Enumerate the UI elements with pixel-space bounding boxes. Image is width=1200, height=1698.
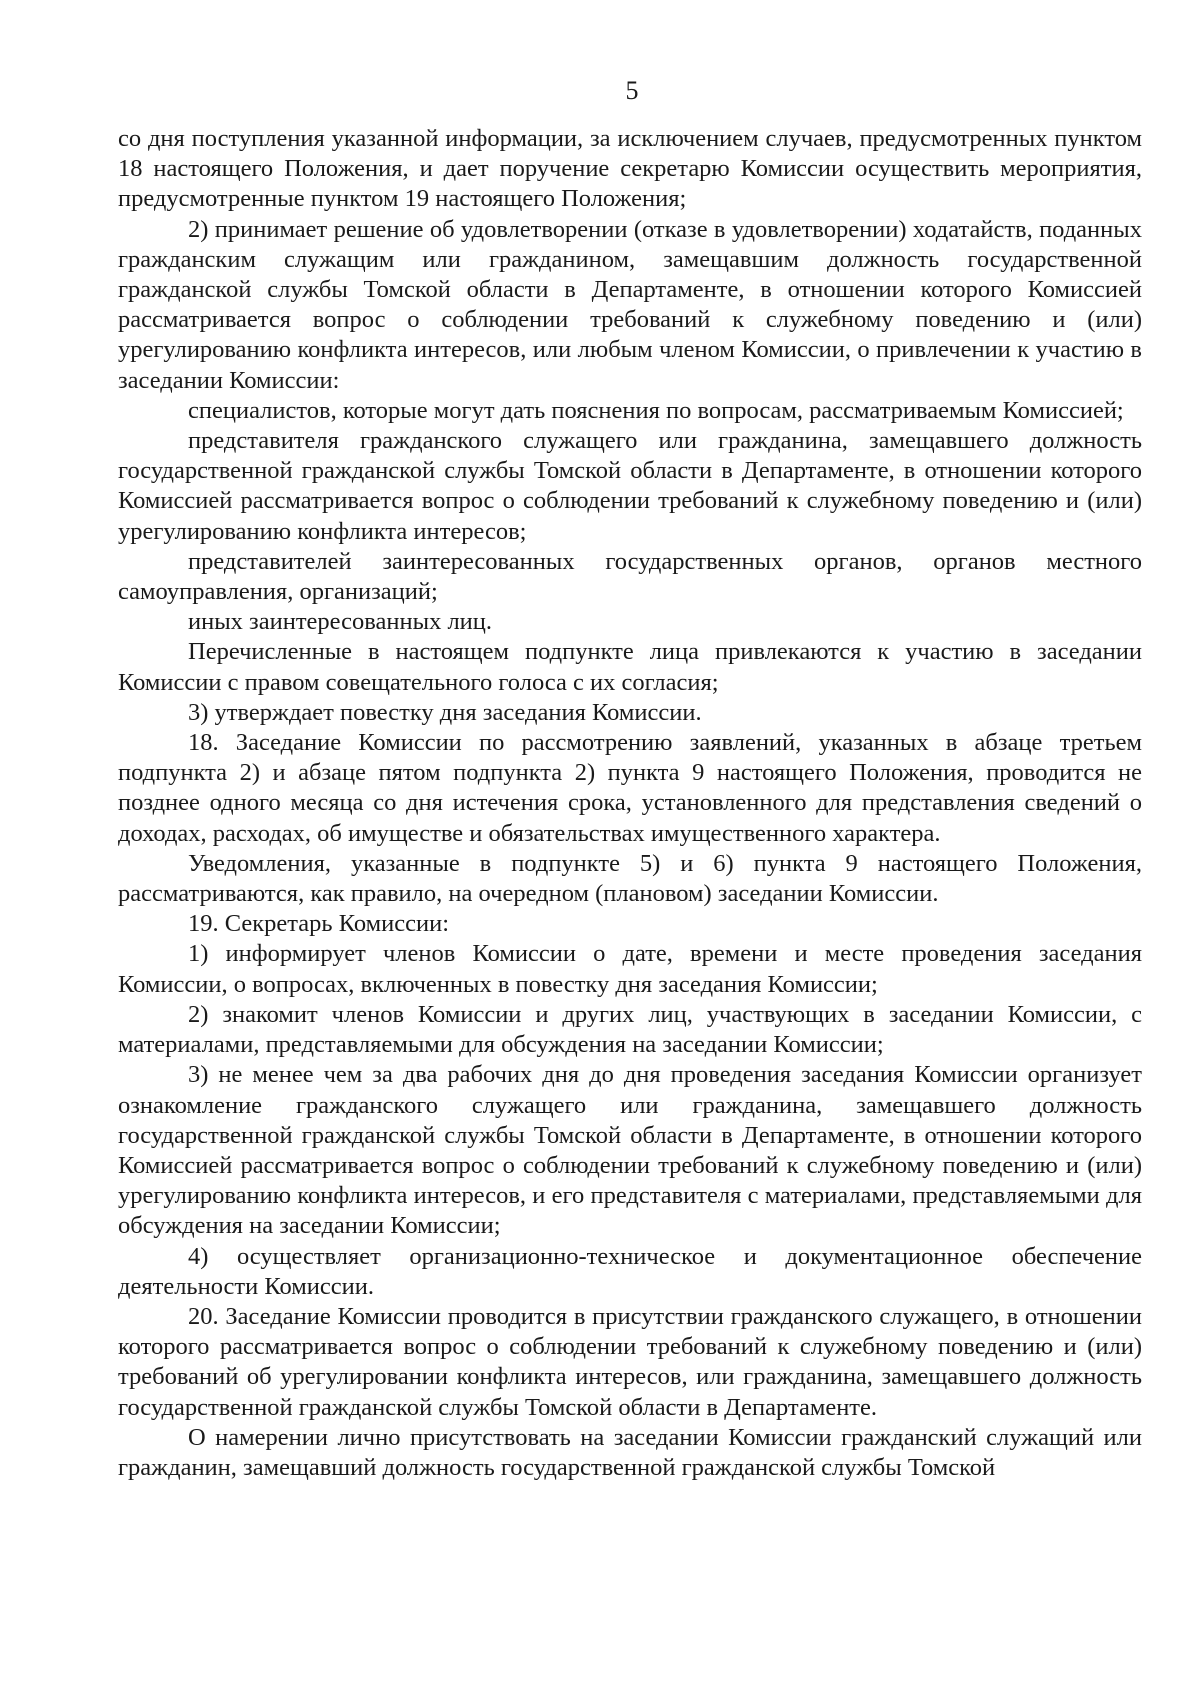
paragraph: О намерении лично присутствовать на заседании Комиссии гражданский служащий или гражданин, замещавший должность государственной гражданской службы Томской [118,1423,1142,1481]
document-body [118,124,1142,1483]
paragraph: 19. Секретарь Комиссии: [188,910,450,938]
paragraph: 18. Заседание Комиссии по рассмотрению заявлений, указанных в абзаце третьем подпункта 2) и абзаце пятом подпункта 2) пункта 9 настоящего Положения, проводится не позднее одного месяца со дня истечения срока, установленного для представления сведений о доходах, расходах, об имуществе и обязательствах имущественного характера. [118,729,1142,847]
paragraph: представителей заинтересованных государственных органов, органов местного самоуправления, организаций; [118,547,1142,606]
paragraph: специалистов, которые могут дать пояснения по вопросам, рассматриваемым Комиссией; [188,396,1124,424]
paragraph: представителя гражданского служащего или гражданина, замещавшего должность государственной гражданской службы Томской области в Департаменте, в отношении которого Комиссией рассматривается вопрос о соблюдении требований к служебному поведению и (или) урегулированию конфликта интересов; [118,427,1142,545]
paragraph: 2) знакомит членов Комиссии и других лиц, участвующих в заседании Комиссии, с материалами, представляемыми для обсуждения на заседании Комиссии; [118,1000,1142,1059]
paragraph: 1) информирует членов Комиссии о дате, времени и месте проведения заседания Комиссии, о вопросах, включенных в повестку дня заседания Комиссии; [118,940,1142,998]
paragraph: Перечисленные в настоящем подпункте лица привлекаются к участию в заседании Комиссии с правом совещательного голоса с их согласия; [118,638,1142,696]
paragraph: 20. Заседание Комиссии проводится в присутствии гражданского служащего, в отношении которого рассматривается вопрос о соблюдении требований к служебному поведению и (или) требований об урегулировании конфликта интересов, или гражданина, замещавшего должность государственной гражданской службы Томской области в Департаменте. [118,1302,1142,1421]
paragraph: иных заинтересованных лиц. [188,608,493,636]
paragraph: Уведомления, указанные в подпункте 5) и 6) пункта 9 настоящего Положения, рассматриваются, как правило, на очередном (плановом) заседании Комиссии. [118,849,1142,908]
paragraph: 3) не менее чем за два рабочих дня до дня проведения заседания Комиссии организует ознакомление гражданского служащего или гражданина, замещавшего должность государственной гражданской службы Томской области в Департаменте, в отношении которого Комиссией рассматривается вопрос о соблюдении требований к служебному поведению и (или) урегулированию конфликта интересов, и его представителя с материалами, представляемыми для обсуждения на заседании Комиссии; [118,1061,1142,1240]
paragraph: 3) утверждает повестку дня заседания Комиссии. [188,698,702,726]
paragraph: 4) осуществляет организационно-техническое и документационное обеспечение деятельности Комиссии. [118,1242,1142,1300]
paragraph: 2) принимает решение об удовлетворении (отказе в удовлетворении) ходатайств, поданных гражданским служащим или гражданином, замещавшим должность государственной гражданской службы Томской области в Департаменте, в отношении которого Комиссией рассматривается вопрос о соблюдении требований к служебному поведению и (или) урегулированию конфликта интересов, или любым членом Комиссии, о привлечении к участию в заседании Комиссии: [118,215,1142,394]
page-number: 5 [625,76,639,105]
paragraph: со дня поступления указанной информации, за исключением случаев, предусмотренных пунктом 18 настоящего Положения, и дает поручение секретарю Комиссии осуществить мероприятия, предусмотренные пунктом 19 настоящего Положения; [118,125,1142,213]
